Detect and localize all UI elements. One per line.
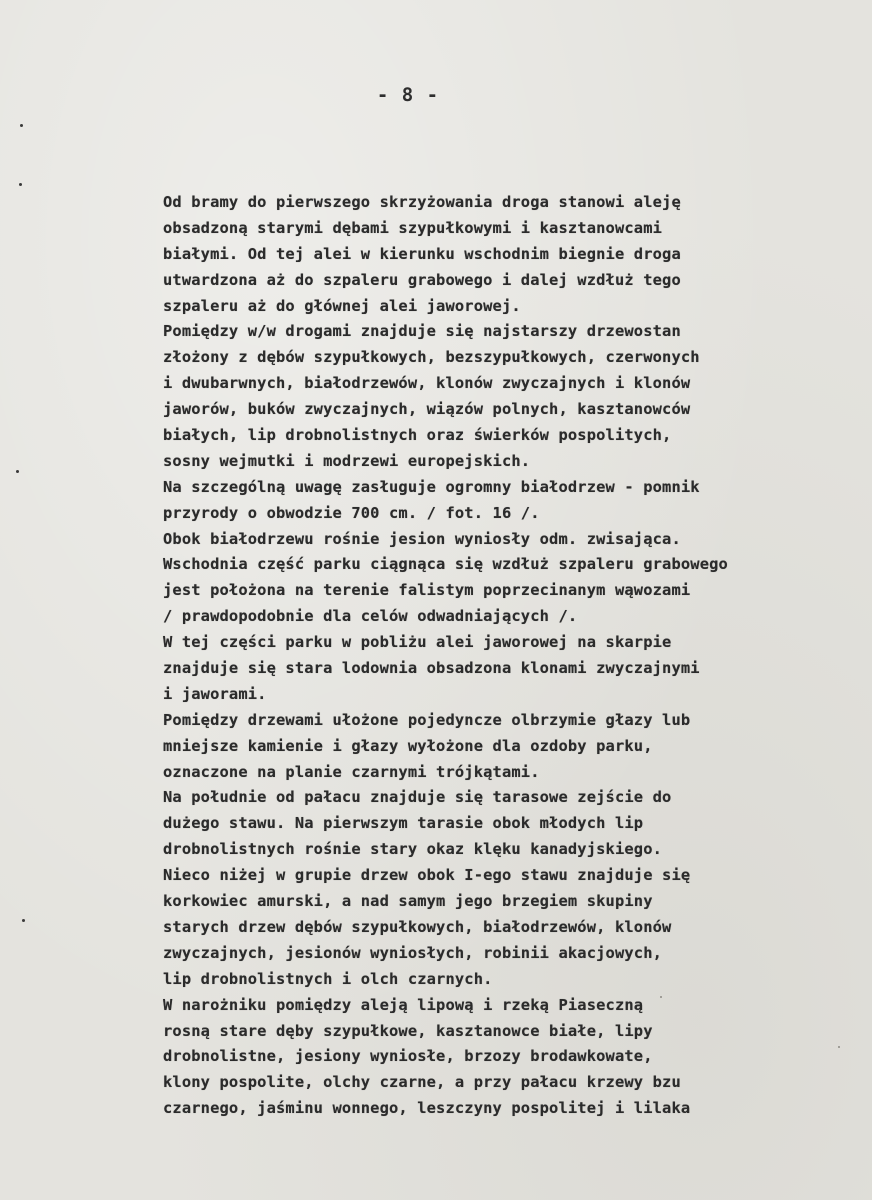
- body-text: [163, 190, 823, 1122]
- text-line: i dwubarwnych, białodrzewów, klonów zwyczajnych i klonów: [163, 374, 691, 393]
- text-line: znajduje się stara lodownia obsadzona klonami zwyczajnymi: [163, 659, 700, 678]
- text-line: szpaleru aż do głównej alei jaworowej.: [163, 296, 521, 315]
- text-line: białymi. Od tej alei w kierunku wschodnim biegnie droga: [163, 244, 681, 263]
- text-line: oznaczone na planie czarnymi trójkątami.: [163, 762, 540, 781]
- text-line: drobnolistnych rośnie stary okaz klęku kanadyjskiego.: [163, 840, 663, 859]
- text-line: korkowiec amurski, a nad samym jego brzegiem skupiny: [163, 892, 653, 911]
- margin-dot: [22, 919, 25, 922]
- margin-dot: [19, 183, 22, 186]
- text-line: czarnego, jaśminu wonnego, leszczyny pospolitej i lilaka: [163, 1099, 691, 1118]
- text-line: przyrody o obwodzie 700 cm. / fot. 16 /.: [163, 503, 540, 522]
- text-line: Wschodnia część parku ciągnąca się wzdłuż szpaleru grabowego: [163, 555, 728, 574]
- text-line: złożony z dębów szypułkowych, bezszypułkowych, czerwonych: [163, 348, 700, 367]
- text-line: Od bramy do pierwszego skrzyżowania droga stanowi aleję: [163, 193, 681, 211]
- text-line: mniejsze kamienie i głazy wyłożone dla ozdoby parku,: [163, 736, 653, 755]
- text-line: Nieco niżej w grupie drzew obok I-ego stawu znajduje się: [163, 866, 691, 885]
- text-line: W tej części parku w pobliżu alei jaworowej na skarpie: [163, 633, 672, 652]
- text-line: utwardzona aż do szpaleru grabowego i dalej wzdłuż tego: [163, 270, 681, 289]
- text-line: zwyczajnych, jesionów wyniosłych, robinii akacjowych,: [163, 943, 663, 962]
- text-line: sosny wejmutki i modrzewi europejskich.: [163, 451, 531, 470]
- text-line: białych, lip drobnolistnych oraz świerków pospolitych,: [163, 426, 672, 445]
- text-line: klony pospolite, olchy czarne, a przy pałacu krzewy bzu: [163, 1073, 681, 1092]
- text-line: rosną stare dęby szypułkowe, kasztanowce białe, lipy: [163, 1021, 653, 1040]
- text-line: Obok białodrzewu rośnie jesion wyniosły odm. zwisająca.: [163, 529, 681, 548]
- text-line: jaworów, buków zwyczajnych, wiązów polnych, kasztanowców: [163, 400, 691, 419]
- text-line: starych drzew dębów szypułkowych, białodrzewów, klonów: [163, 917, 672, 936]
- margin-dot: [20, 124, 23, 127]
- text-line: jest położona na terenie falistym poprzecinanym wąwozami: [163, 581, 691, 600]
- paper-speck: [838, 1046, 840, 1048]
- text-line: Na szczególną uwagę zasługuje ogromny białodrzew - pomnik: [163, 477, 700, 496]
- text-line: obsadzoną starymi dębami szypułkowymi i kasztanowcami: [163, 218, 663, 237]
- text-line: drobnolistne, jesiony wyniosłe, brzozy brodawkowate,: [163, 1047, 653, 1066]
- text-line: lip drobnolistnych i olch czarnych.: [163, 969, 493, 988]
- text-line: dużego stawu. Na pierwszym tarasie obok młodych lip: [163, 814, 644, 833]
- text-line: Pomiędzy w/w drogami znajduje się najstarszy drzewostan: [163, 322, 681, 341]
- text-line: / prawdopodobnie dla celów odwadniających /.: [163, 607, 578, 626]
- margin-dot: [16, 470, 19, 473]
- text-line: W narożniku pomiędzy aleją lipową i rzeką Piaseczną: [163, 995, 644, 1014]
- text-line: i jaworami.: [163, 684, 267, 703]
- text-line: Na południe od pałacu znajduje się tarasowe zejście do: [163, 788, 672, 807]
- text-line: Pomiędzy drzewami ułożone pojedyncze olbrzymie głazy lub: [163, 710, 691, 729]
- page-number: - 8 -: [376, 84, 440, 106]
